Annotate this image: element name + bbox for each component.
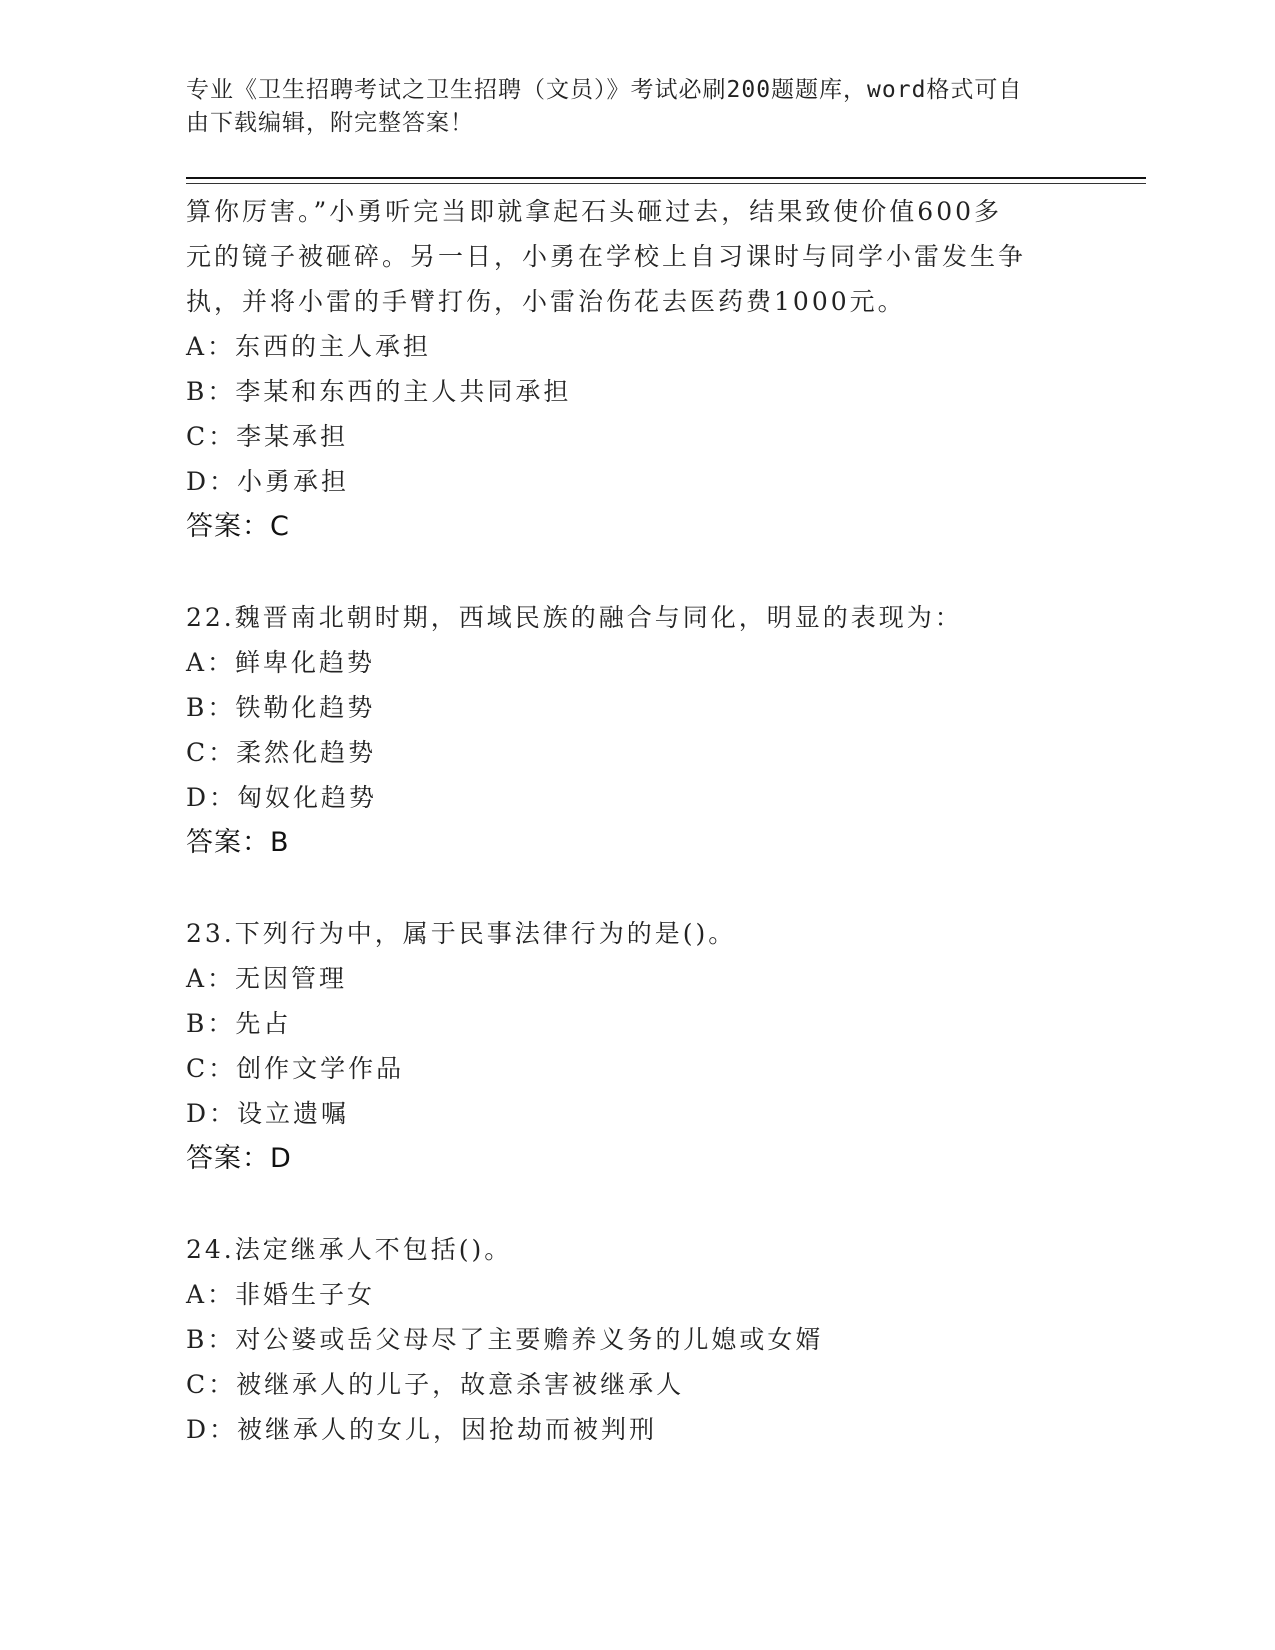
option-a: A：非婚生子女 [186,1280,376,1309]
option-d: D：小勇承担 [186,467,350,496]
header-line-2: 由下载编辑，附完整答案！ [186,110,474,136]
option-a: A：无因管理 [186,964,348,993]
option-a: A：鲜卑化趋势 [186,648,376,677]
question-title: 24.法定继承人不包括()。 [186,1235,513,1264]
header-line-1: 专业《卫生招聘考试之卫生招聘（文员）》考试必刷200题题库，word格式可自 [186,77,1023,103]
spacer [186,865,1066,911]
question-23 [186,911,1066,1181]
option-c: C：李某承担 [186,422,349,451]
question-21-continuation [186,189,1066,549]
question-22 [186,595,1066,865]
question-title: 23.下列行为中，属于民事法律行为的是()。 [186,919,737,948]
option-b: B：李某和东西的主人共同承担 [186,377,572,406]
option-b: B：对公婆或岳父母尽了主要赡养义务的儿媳或女婿 [186,1325,824,1354]
spacer [186,1181,1066,1227]
question-text-line: 元的镜子被砸碎。另一日，小勇在学校上自习课时与同学小雷发生争 [186,242,1027,271]
question-title: 22.魏晋南北朝时期，西域民族的融合与同化，明显的表现为： [186,603,963,632]
option-d: D：设立遗嘱 [186,1099,350,1128]
option-c: C：柔然化趋势 [186,738,377,767]
header-divider-thick [186,177,1146,179]
header-divider-thin [186,183,1146,184]
option-b: B：先占 [186,1009,292,1038]
option-a: A：东西的主人承担 [186,332,432,361]
option-b: B：铁勒化趋势 [186,693,376,722]
question-24 [186,1227,1066,1452]
option-d: D：匈奴化趋势 [186,783,378,812]
answer-label: 答案：B [186,827,290,858]
answer-label: 答案：D [186,1143,292,1174]
answer-label: 答案：C [186,511,290,542]
question-text-line: 执，并将小雷的手臂打伤，小雷治伤花去医药费1000元。 [186,287,906,316]
option-c: C：被继承人的儿子，故意杀害被继承人 [186,1370,685,1399]
spacer [186,549,1066,595]
option-d: D：被继承人的女儿，因抢劫而被判刑 [186,1415,658,1444]
question-text-line: 算你厉害。”小勇听完当即就拿起石头砸过去，结果致使价值600多 [186,197,1003,226]
question-content [186,189,1066,1452]
option-c: C：创作文学作品 [186,1054,405,1083]
document-header [186,74,1066,140]
